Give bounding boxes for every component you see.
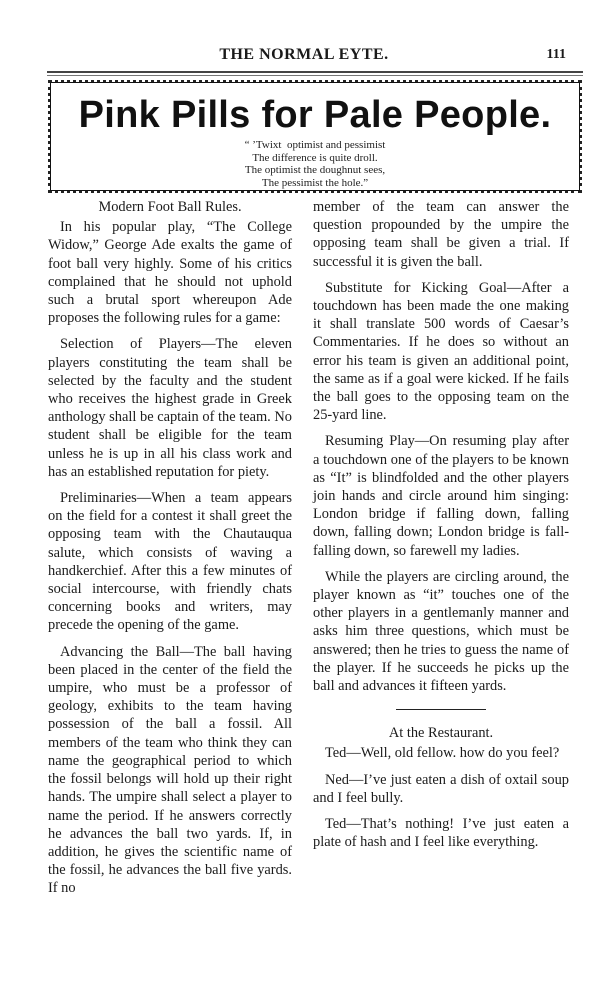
right-column (313, 198, 569, 860)
paragraph-circling: While the players are circling around, the player known as “it” touches one of the other players in a gentlemanly manner and asks him three questions, which must be answered; then he tries to guess the name of the player. If he succeeds he picks up the ball and advances it fifteen yards. (313, 568, 569, 695)
verse-line: The optimist the doughnut sees, (244, 164, 386, 176)
page-number: 111 (546, 47, 566, 62)
paragraph-selection: Selection of Players—The eleven players constituting the team shall be selected by the faculty and the student who receives the highest grade in Greek anthology shall be captain of the team. No student shall be eligible for the team unless he is up in all his class work and has an established reputation for piety. (48, 336, 292, 480)
paragraph-advancing-cont: member of the team can answer the question propounded by the umpire the opposing team shall be given a trial. If successful it is given the ball. (313, 199, 569, 270)
advertisement-box (48, 80, 582, 193)
ad-verse (51, 139, 579, 189)
left-column (48, 198, 292, 906)
dialogue-line: Ted—That’s nothing! I’ve just eaten a plate of hash and I feel like everything. (313, 816, 569, 851)
section-divider (396, 709, 486, 710)
running-head (0, 46, 608, 68)
ad-headline: Pink Pills for Pale People. (78, 94, 552, 136)
paragraph-resuming: Resuming Play—On resuming play after a touchdown one of the players to be known as “It” is blindfolded and the other players join hands and circle around him singing: London bridge if falling down, falling down, falling down; London bridge is fall-falling down, so farewell my ladies. (313, 433, 569, 559)
verse-line: The pessimist the hole.” (261, 176, 369, 189)
verse-line: “ ’Twixt optimist and pessimist (244, 139, 386, 151)
journal-title: THE NORMAL EYTE. (219, 46, 389, 63)
paragraph-kicking: Substitute for Kicking Goal—After a touchdown has been made the one making it shall translate 500 words of Caesar’s Commentaries. If he does so without an error his team is given an additional point, the same as if a goal were kicked. If he fails the ball goes to the opposing team on the 25-yard line. (313, 279, 569, 424)
paragraph-intro: In his popular play, “The College Widow,” George Ade exalts the game of foot ball very highly. Some of his critics complained that he should not uphold such a brutal sport whereupon Ade proposes the following rules for a game: (48, 219, 292, 327)
header-double-rule (47, 71, 583, 76)
dialogue-line: Ted—Well, old fellow. how do you feel? (325, 745, 560, 762)
verse-line: The difference is quite droll. (252, 151, 378, 164)
paragraph-advancing: Advancing the Ball—The ball having been placed in the center of the field the umpire, who must be a professor of geology, exhibits to the team having possession of the ball a fossil. All members of the team who think they can name the geographical period to which the fossil belongs will hold up their right hands. The umpire shall select a player to name the period. If he answers correctly he advances the ball two yards. If, in addition, he gives the scientific name of the fossil, he advances the ball five yards. If no (48, 643, 292, 897)
dialogue-line: Ned—I’ve just eaten a dish of oxtail soup and I feel bully. (313, 771, 569, 806)
paragraph-preliminaries: Preliminaries—When a team appears on the field for a contest it shall greet the opposing team with the Chautauqua salute, which consists of waving a handkerchief. After this a few minutes of social intercourse, with friendly chats concerning books and writers, may precede the opening of the game. (48, 490, 292, 634)
article-title-restaurant: At the Restaurant. (388, 725, 494, 742)
article-title-football: Modern Foot Ball Rules. (98, 199, 242, 215)
